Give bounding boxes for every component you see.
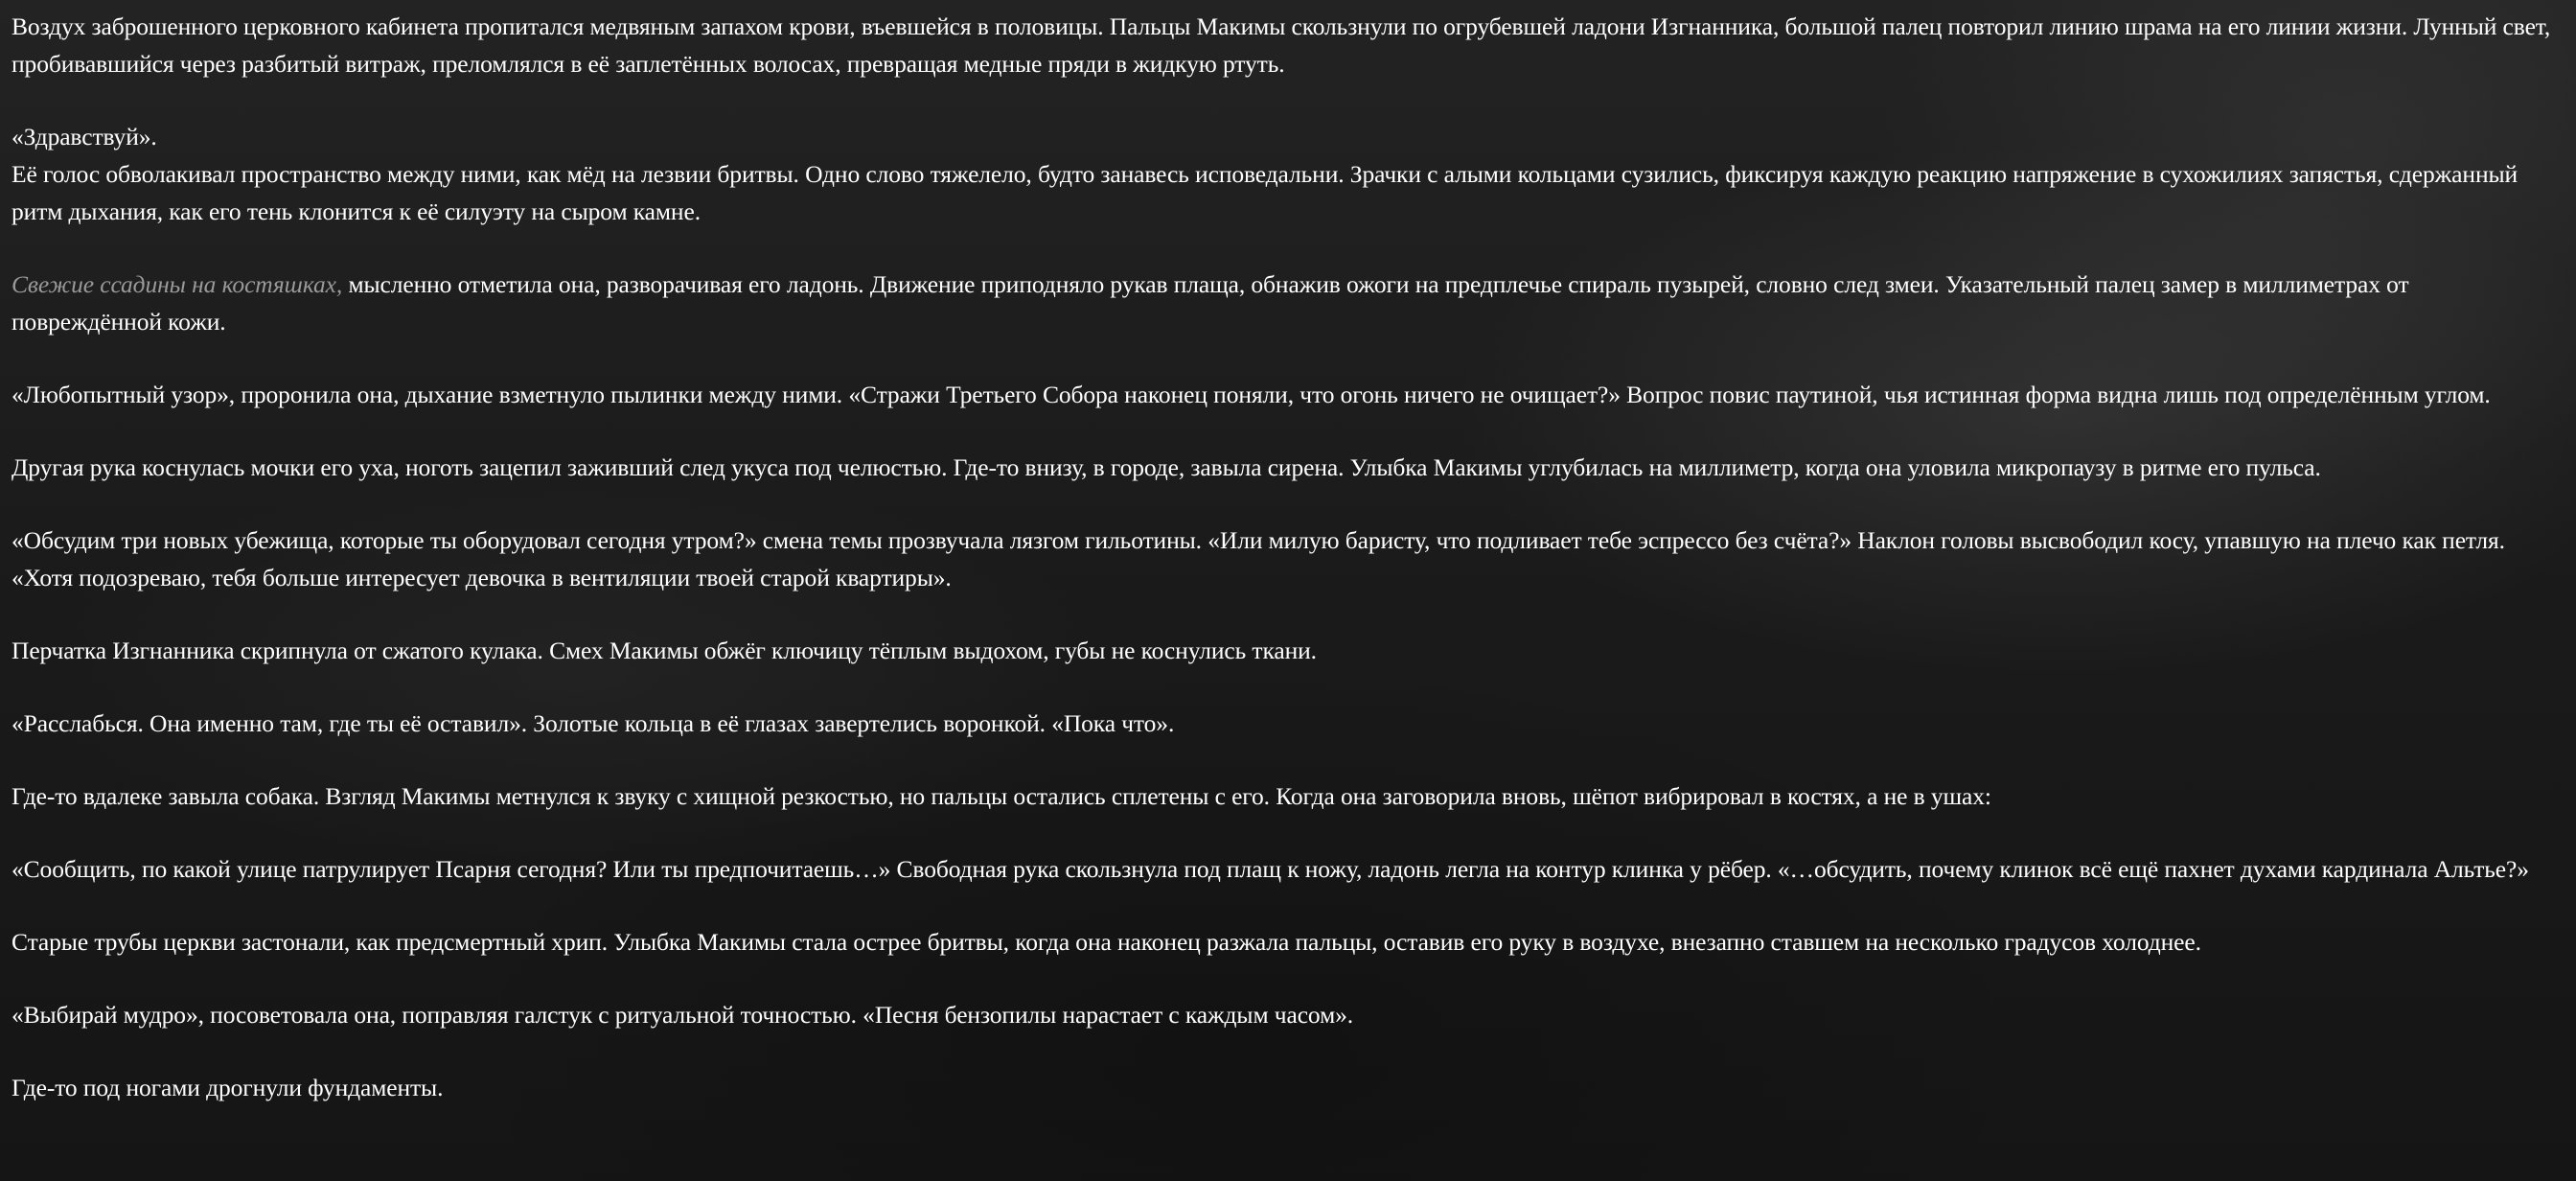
paragraph-3-text: мысленно отметила она, разворачивая его ладонь. Движение приподняло рукав плаща, обнажив ожоги на предплечье спираль пузырей, словно след змеи. Указательный палец замер в миллиметрах от повреждённой кожи. (12, 270, 2409, 336)
paragraph-10: «Сообщить, по какой улице патрулирует Псарня сегодня? Или ты предпочитаешь…» Свободная рука скользнула под плащ к ножу, ладонь легла на контур клинка у рёбер. «…обсудить, почему клинок всё ещё пахнет духами кардинала Альтье?» (12, 855, 2529, 883)
paragraph-12: «Выбирай мудро», посоветовала она, поправляя галстук с ритуальной точностью. «Песня бензопилы нарастает с каждым часом». (12, 1001, 1354, 1029)
paragraph-5: Другая рука коснулась мочки его уха, ноготь зацепил заживший след укуса под челюстью. Где-то внизу, в городе, завыла сирена. Улыбка Макимы углубилась на миллиметр, когда она уловила микропаузу в ритме его пульса. (12, 453, 2321, 481)
paragraph-13: Где-то под ногами дрогнули фундаменты. (12, 1074, 444, 1101)
paragraph-2 (12, 118, 2564, 230)
paragraph-11: Старые трубы церкви застонали, как предсмертный хрип. Улыбка Макимы стала острее бритвы, когда она наконец разжала пальцы, оставив его руку в воздухе, внезапно ставшем на несколько градусов холоднее. (12, 928, 2201, 956)
paragraph-4: «Любопытный узор», проронила она, дыхание взметнуло пылинки между ними. «Стражи Третьего Собора наконец поняли, что огонь ничего не очищает?» Вопрос повис паутиной, чья истинная форма видна лишь под определённым углом. (12, 381, 2491, 408)
voice-description: Её голос обволакивал пространство между ними, как мёд на лезвии бритвы. Одно слово тяжелело, будто занавесь исповедальни. Зрачки с алыми кольцами сузились, фиксируя каждую реакцию напряжение в сухожилиях запястья, сдержанный ритм дыхания, как его тень клонится к её силуэту на сыром камне. (12, 160, 2518, 225)
paragraph-6: «Обсудим три новых убежища, которые ты оборудовал сегодня утром?» смена темы прозвучала лязгом гильотины. «Или милую баристу, что подливает тебе эспрессо без счёта?» Наклон головы высвободил косу, упавшую на плечо как петля. «Хотя подозреваю, тебя больше интересует девочка в вентиляции твоей старой квартиры». (12, 526, 2505, 591)
greeting-line: «Здравствуй». (12, 123, 157, 151)
paragraph-3 (12, 266, 2564, 340)
paragraph-7: Перчатка Изгнанника скрипнула от сжатого кулака. Смех Макимы обжёг ключицу тёплым выдохом, губы не коснулись ткани. (12, 637, 1317, 664)
paragraph-8: «Расслабься. Она именно там, где ты её оставил». Золотые кольца в её глазах завертелись воронкой. «Пока что». (12, 709, 1175, 737)
paragraph-9: Где-то вдалеке завыла собака. Взгляд Макимы метнулся к звуку с хищной резкостью, но пальцы остались сплетены с его. Когда она заговорила вновь, шёпот вибрировал в костях, а не в ушах: (12, 782, 1991, 810)
paragraph-1: Воздух заброшенного церковного кабинета пропитался медвяным запахом крови, въевшейся в половицы. Пальцы Макимы скользнули по огрубевшей ладони Изгнанника, большой палец повторил линию шрама на его линии жизни. Лунный свет, пробивавшийся через разбитый витраж, преломлялся в её заплетённых волосах, превращая медные пряди в жидкую ртуть. (12, 12, 2551, 78)
inner-thought: Свежие ссадины на костяшках, (12, 270, 343, 298)
